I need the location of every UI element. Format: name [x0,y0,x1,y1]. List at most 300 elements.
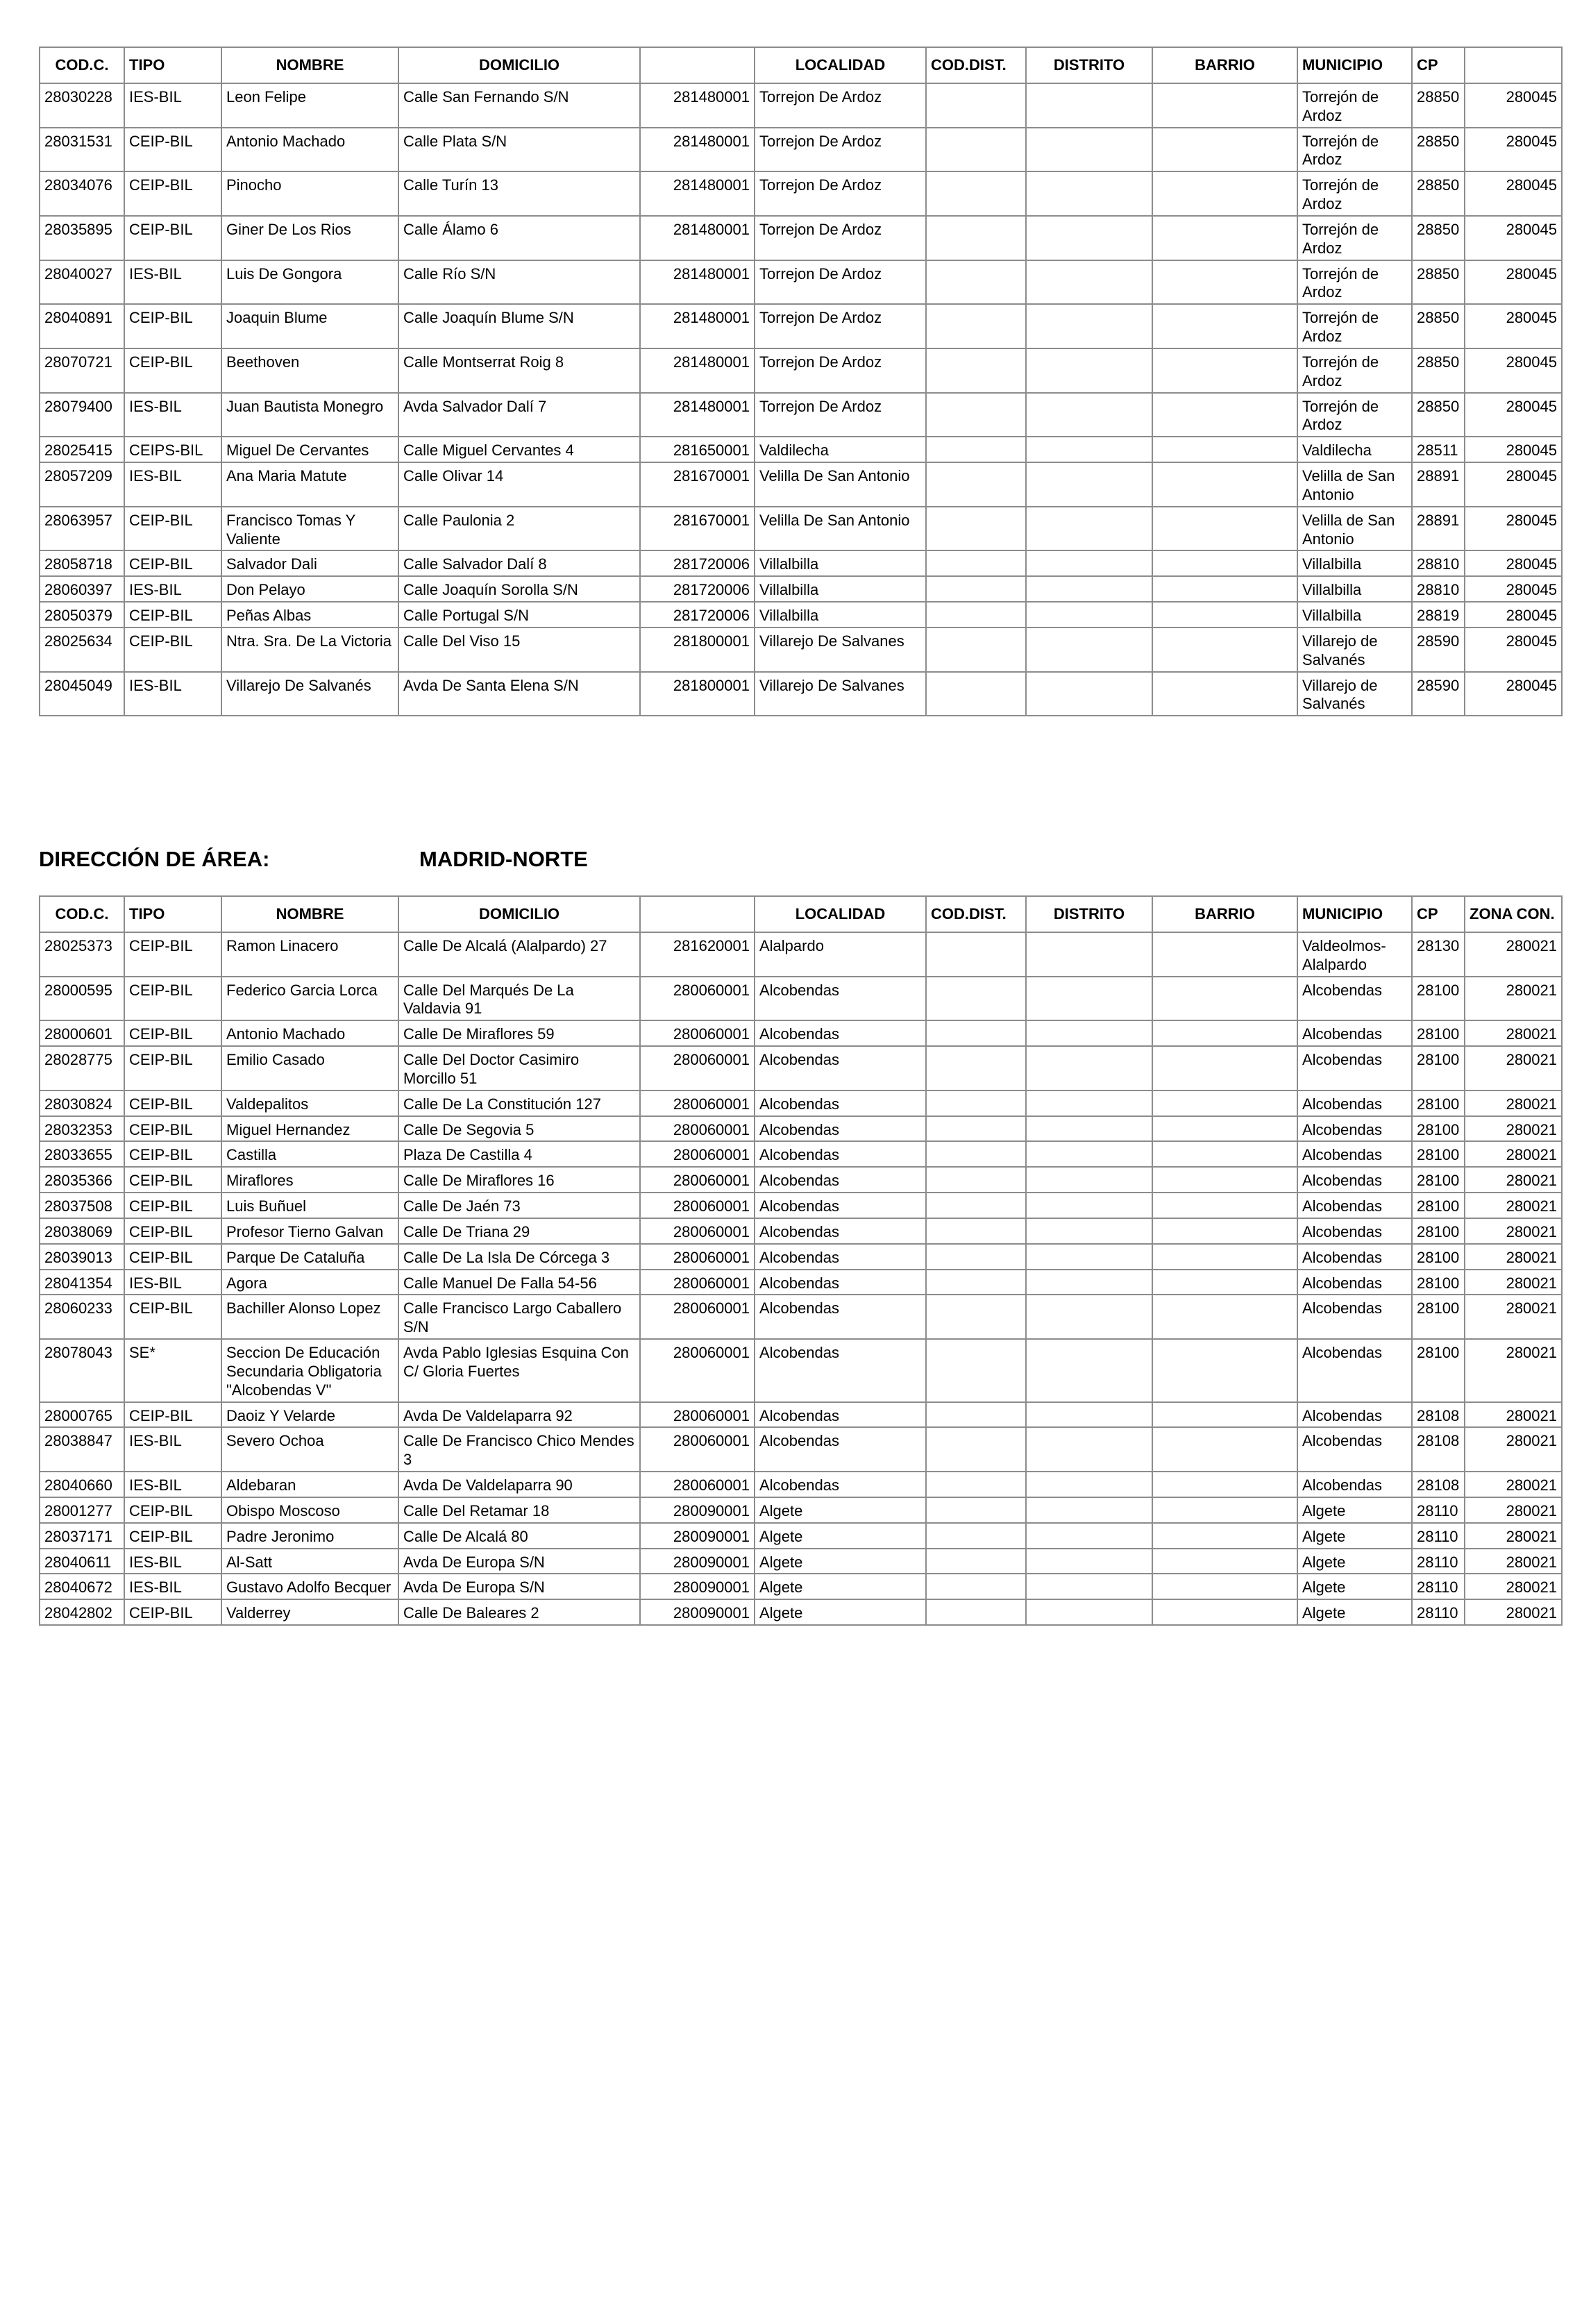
cell-cod-dist [926,932,1026,977]
cell-barrio [1152,1402,1297,1428]
cell-cod-dist [926,304,1026,348]
cell-barrio [1152,304,1297,348]
cell-barrio [1152,1549,1297,1574]
cell-tipo: CEIP-BIL [124,1402,221,1428]
cell-localidad: Velilla De San Antonio [755,462,926,507]
cell-distrito [1026,128,1152,172]
cell-municipio: Algete [1297,1599,1412,1625]
cell-domicilio: Calle San Fernando S/N [398,83,640,128]
cell-cod-c: 28032353 [40,1116,124,1142]
cell-barrio [1152,83,1297,128]
cell-barrio [1152,507,1297,551]
cell-code: 280060001 [640,1472,755,1497]
table-row [40,1193,1562,1218]
cell-zona: 280021 [1465,1339,1562,1401]
cell-nombre: Luis De Gongora [221,260,398,305]
cell-code: 280060001 [640,1167,755,1193]
cell-zona: 280021 [1465,977,1562,1021]
col-header-cod-c: COD.C. [40,896,124,932]
cell-barrio [1152,550,1297,576]
col-header-municipio: MUNICIPIO [1297,47,1412,83]
cell-domicilio: Calle Francisco Largo Caballero S/N [398,1295,640,1339]
cell-barrio [1152,1167,1297,1193]
cell-localidad: Valdilecha [755,437,926,462]
cell-barrio [1152,1218,1297,1244]
cell-nombre: Severo Ochoa [221,1427,398,1472]
cell-nombre: Villarejo De Salvanés [221,672,398,716]
col-header-distrito: DISTRITO [1026,896,1152,932]
cell-distrito [1026,304,1152,348]
cell-cod-dist [926,550,1026,576]
cell-code: 281480001 [640,83,755,128]
cell-code: 280090001 [640,1497,755,1523]
cell-nombre: Miguel De Cervantes [221,437,398,462]
cell-distrito [1026,1193,1152,1218]
cell-localidad: Alcobendas [755,1402,926,1428]
cell-zona: 280021 [1465,1295,1562,1339]
cell-cp: 28100 [1412,1141,1465,1167]
cell-distrito [1026,348,1152,393]
cell-tipo: IES-BIL [124,462,221,507]
table-row [40,1497,1562,1523]
cell-zona: 280021 [1465,932,1562,977]
cell-localidad: Alcobendas [755,1472,926,1497]
cell-barrio [1152,628,1297,672]
cell-zona: 280021 [1465,1574,1562,1599]
cell-barrio [1152,216,1297,260]
cell-domicilio: Calle De Alcalá (Alalpardo) 27 [398,932,640,977]
cell-municipio: Alcobendas [1297,1116,1412,1142]
cell-tipo: CEIP-BIL [124,1295,221,1339]
cell-barrio [1152,1339,1297,1401]
table-row [40,1599,1562,1625]
cell-code: 281800001 [640,628,755,672]
cell-municipio: Villalbilla [1297,550,1412,576]
cell-localidad: Torrejon De Ardoz [755,348,926,393]
cell-tipo: SE* [124,1339,221,1401]
cell-localidad: Algete [755,1574,926,1599]
cell-tipo: IES-BIL [124,260,221,305]
cell-cp: 28819 [1412,602,1465,628]
cell-cod-c: 28033655 [40,1141,124,1167]
cell-cod-c: 28079400 [40,393,124,437]
cell-municipio: Alcobendas [1297,1167,1412,1193]
cell-distrito [1026,216,1152,260]
cell-distrito [1026,171,1152,216]
cell-barrio [1152,462,1297,507]
cell-zona: 280021 [1465,1402,1562,1428]
cell-distrito [1026,1046,1152,1091]
cell-nombre: Peñas Albas [221,602,398,628]
cell-municipio: Alcobendas [1297,1270,1412,1295]
cell-code: 280060001 [640,1193,755,1218]
cell-domicilio: Avda De Europa S/N [398,1574,640,1599]
cell-distrito [1026,672,1152,716]
cell-cod-dist [926,128,1026,172]
cell-tipo: CEIP-BIL [124,1167,221,1193]
cell-code: 281480001 [640,171,755,216]
area-heading [39,843,1561,877]
cell-cod-dist [926,1472,1026,1497]
cell-tipo: CEIP-BIL [124,1020,221,1046]
cell-tipo: CEIP-BIL [124,550,221,576]
cell-cp: 28850 [1412,128,1465,172]
cell-localidad: Torrejon De Ardoz [755,216,926,260]
cell-tipo: CEIPS-BIL [124,437,221,462]
cell-barrio [1152,1270,1297,1295]
cell-localidad: Alalpardo [755,932,926,977]
cell-barrio [1152,260,1297,305]
cell-distrito [1026,1574,1152,1599]
col-header-nombre: NOMBRE [221,47,398,83]
cell-barrio [1152,576,1297,602]
cell-municipio: Algete [1297,1574,1412,1599]
cell-domicilio: Avda De Santa Elena S/N [398,672,640,716]
cell-barrio [1152,977,1297,1021]
cell-code: 280060001 [640,1270,755,1295]
cell-distrito [1026,393,1152,437]
cell-tipo: CEIP-BIL [124,1141,221,1167]
cell-localidad: Villalbilla [755,576,926,602]
table-row [40,1574,1562,1599]
cell-nombre: Juan Bautista Monegro [221,393,398,437]
cell-nombre: Parque De Cataluña [221,1244,398,1270]
cell-cp: 28100 [1412,1295,1465,1339]
cell-cod-dist [926,977,1026,1021]
cell-distrito [1026,977,1152,1021]
cell-municipio: Torrejón de Ardoz [1297,260,1412,305]
cell-cod-c: 28040611 [40,1549,124,1574]
cell-cod-c: 28070721 [40,348,124,393]
cell-municipio: Alcobendas [1297,1244,1412,1270]
cell-zona: 280021 [1465,1116,1562,1142]
col-header-cod-dist: COD.DIST. [926,47,1026,83]
cell-municipio: Alcobendas [1297,1218,1412,1244]
schools-table-2 [39,895,1563,1626]
cell-nombre: Valdepalitos [221,1091,398,1116]
table-row [40,1295,1562,1339]
col-header-tipo: TIPO [124,47,221,83]
cell-domicilio: Calle Plata S/N [398,128,640,172]
cell-distrito [1026,576,1152,602]
cell-zona: 280045 [1465,628,1562,672]
cell-nombre: Obispo Moscoso [221,1497,398,1523]
cell-cp: 28100 [1412,1116,1465,1142]
cell-zona: 280045 [1465,171,1562,216]
cell-municipio: Torrejón de Ardoz [1297,128,1412,172]
cell-domicilio: Avda De Valdelaparra 90 [398,1472,640,1497]
cell-domicilio: Calle De Jaén 73 [398,1193,640,1218]
cell-zona: 280045 [1465,83,1562,128]
cell-cod-c: 28028775 [40,1046,124,1091]
col-header-localidad: LOCALIDAD [755,47,926,83]
cell-tipo: CEIP-BIL [124,348,221,393]
table-row [40,304,1562,348]
cell-cod-c: 28035366 [40,1167,124,1193]
table-row [40,1244,1562,1270]
col-header-domicilio: DOMICILIO [398,896,640,932]
cell-cod-dist [926,1244,1026,1270]
cell-tipo: IES-BIL [124,1574,221,1599]
cell-distrito [1026,1339,1152,1401]
cell-barrio [1152,1116,1297,1142]
table-row [40,1427,1562,1472]
cell-code: 281720006 [640,550,755,576]
table-body [40,83,1562,716]
cell-barrio [1152,348,1297,393]
cell-tipo: IES-BIL [124,1472,221,1497]
cell-cod-dist [926,260,1026,305]
cell-zona: 280021 [1465,1046,1562,1091]
cell-cod-c: 28025415 [40,437,124,462]
cell-zona: 280021 [1465,1193,1562,1218]
cell-zona: 280045 [1465,393,1562,437]
cell-domicilio: Calle Portugal S/N [398,602,640,628]
cell-zona: 280021 [1465,1427,1562,1472]
cell-domicilio: Calle Miguel Cervantes 4 [398,437,640,462]
cell-barrio [1152,1427,1297,1472]
cell-cp: 28110 [1412,1523,1465,1549]
cell-code: 280060001 [640,1020,755,1046]
cell-domicilio: Calle Del Doctor Casimiro Morcillo 51 [398,1046,640,1091]
cell-code: 280090001 [640,1523,755,1549]
cell-domicilio: Calle De Triana 29 [398,1218,640,1244]
cell-code: 280060001 [640,1091,755,1116]
table-row [40,1270,1562,1295]
cell-nombre: Ntra. Sra. De La Victoria [221,628,398,672]
cell-distrito [1026,1295,1152,1339]
cell-cp: 28810 [1412,550,1465,576]
cell-cp: 28850 [1412,348,1465,393]
cell-cod-dist [926,1497,1026,1523]
cell-nombre: Giner De Los Rios [221,216,398,260]
cell-code: 280060001 [640,1244,755,1270]
cell-domicilio: Avda De Europa S/N [398,1549,640,1574]
header-row [40,47,1562,83]
cell-cod-c: 28034076 [40,171,124,216]
col-header-barrio: BARRIO [1152,896,1297,932]
cell-domicilio: Calle De Segovia 5 [398,1116,640,1142]
cell-code: 281480001 [640,348,755,393]
cell-cod-c: 28037171 [40,1523,124,1549]
cell-municipio: Alcobendas [1297,1427,1412,1472]
cell-distrito [1026,462,1152,507]
cell-code: 280060001 [640,1295,755,1339]
cell-localidad: Torrejon De Ardoz [755,260,926,305]
cell-municipio: Valdilecha [1297,437,1412,462]
cell-distrito [1026,437,1152,462]
cell-code: 281800001 [640,672,755,716]
table-row [40,437,1562,462]
cell-tipo: CEIP-BIL [124,1116,221,1142]
cell-zona: 280045 [1465,672,1562,716]
cell-cod-c: 28040027 [40,260,124,305]
cell-localidad: Villalbilla [755,602,926,628]
cell-cp: 28110 [1412,1497,1465,1523]
cell-municipio: Villalbilla [1297,602,1412,628]
cell-barrio [1152,1193,1297,1218]
cell-municipio: Algete [1297,1497,1412,1523]
cell-barrio [1152,1295,1297,1339]
cell-municipio: Algete [1297,1523,1412,1549]
cell-localidad: Alcobendas [755,1193,926,1218]
col-header-cod-dist: COD.DIST. [926,896,1026,932]
cell-barrio [1152,1599,1297,1625]
table-row [40,1523,1562,1549]
table-row [40,393,1562,437]
cell-cp: 28108 [1412,1427,1465,1472]
cell-municipio: Algete [1297,1549,1412,1574]
col-header-localidad: LOCALIDAD [755,896,926,932]
cell-barrio [1152,1020,1297,1046]
cell-municipio: Alcobendas [1297,1046,1412,1091]
cell-code: 281480001 [640,216,755,260]
table-row [40,628,1562,672]
cell-domicilio: Avda Salvador Dalí 7 [398,393,640,437]
cell-barrio [1152,1472,1297,1497]
cell-distrito [1026,1218,1152,1244]
cell-municipio: Villalbilla [1297,576,1412,602]
cell-code: 280060001 [640,1339,755,1401]
cell-cod-c: 28042802 [40,1599,124,1625]
col-header-code [640,47,755,83]
cell-distrito [1026,1020,1152,1046]
cell-nombre: Don Pelayo [221,576,398,602]
cell-domicilio: Calle Joaquín Blume S/N [398,304,640,348]
cell-barrio [1152,1574,1297,1599]
cell-localidad: Alcobendas [755,1218,926,1244]
cell-tipo: CEIP-BIL [124,1046,221,1091]
cell-cod-dist [926,1295,1026,1339]
cell-nombre: Bachiller Alonso Lopez [221,1295,398,1339]
cell-cod-dist [926,171,1026,216]
cell-barrio [1152,437,1297,462]
cell-tipo: IES-BIL [124,1549,221,1574]
table-row [40,216,1562,260]
cell-cod-dist [926,393,1026,437]
cell-code: 281480001 [640,128,755,172]
cell-barrio [1152,1244,1297,1270]
cell-zona: 280045 [1465,550,1562,576]
cell-tipo: IES-BIL [124,576,221,602]
cell-distrito [1026,1497,1152,1523]
cell-domicilio: Calle Manuel De Falla 54-56 [398,1270,640,1295]
cell-cod-dist [926,1141,1026,1167]
cell-distrito [1026,1523,1152,1549]
cell-distrito [1026,1472,1152,1497]
table-body [40,932,1562,1625]
cell-distrito [1026,83,1152,128]
cell-distrito [1026,1549,1152,1574]
cell-cod-c: 28040672 [40,1574,124,1599]
cell-cod-dist [926,1116,1026,1142]
cell-zona: 280045 [1465,304,1562,348]
cell-zona: 280045 [1465,216,1562,260]
cell-nombre: Agora [221,1270,398,1295]
cell-zona: 280021 [1465,1523,1562,1549]
cell-barrio [1152,171,1297,216]
cell-tipo: IES-BIL [124,393,221,437]
cell-tipo: CEIP-BIL [124,216,221,260]
cell-domicilio: Calle Montserrat Roig 8 [398,348,640,393]
cell-domicilio: Avda Pablo Iglesias Esquina Con C/ Gloria Fuertes [398,1339,640,1401]
cell-domicilio: Avda De Valdelaparra 92 [398,1402,640,1428]
col-header-cp: CP [1412,47,1465,83]
cell-nombre: Ramon Linacero [221,932,398,977]
cell-zona: 280045 [1465,462,1562,507]
cell-municipio: Alcobendas [1297,1402,1412,1428]
cell-barrio [1152,1523,1297,1549]
cell-distrito [1026,932,1152,977]
cell-code: 280060001 [640,1218,755,1244]
cell-cod-c: 28000601 [40,1020,124,1046]
cell-nombre: Joaquin Blume [221,304,398,348]
cell-nombre: Aldebaran [221,1472,398,1497]
table-row [40,1218,1562,1244]
cell-tipo: CEIP-BIL [124,628,221,672]
cell-cod-dist [926,348,1026,393]
cell-cod-c: 28041354 [40,1270,124,1295]
cell-barrio [1152,602,1297,628]
cell-code: 281720006 [640,576,755,602]
cell-localidad: Alcobendas [755,1295,926,1339]
cell-domicilio: Calle De La Constitución 127 [398,1091,640,1116]
cell-cod-dist [926,672,1026,716]
cell-domicilio: Calle De Alcalá 80 [398,1523,640,1549]
cell-nombre: Castilla [221,1141,398,1167]
cell-cod-dist [926,576,1026,602]
col-header-domicilio: DOMICILIO [398,47,640,83]
cell-cod-c: 28038847 [40,1427,124,1472]
cell-cod-c: 28001277 [40,1497,124,1523]
cell-cod-dist [926,1549,1026,1574]
cell-zona: 280021 [1465,1141,1562,1167]
cell-cp: 28100 [1412,1046,1465,1091]
cell-cod-dist [926,1046,1026,1091]
cell-cod-dist [926,83,1026,128]
cell-nombre: Gustavo Adolfo Becquer [221,1574,398,1599]
cell-domicilio: Calle Álamo 6 [398,216,640,260]
cell-cp: 28100 [1412,1167,1465,1193]
cell-cod-c: 28037508 [40,1193,124,1218]
cell-code: 280090001 [640,1574,755,1599]
cell-zona: 280021 [1465,1167,1562,1193]
col-header-code [640,896,755,932]
cell-barrio [1152,393,1297,437]
cell-nombre: Profesor Tierno Galvan [221,1218,398,1244]
cell-code: 281670001 [640,507,755,551]
cell-cp: 28850 [1412,260,1465,305]
cell-cod-c: 28063957 [40,507,124,551]
cell-nombre: Pinocho [221,171,398,216]
cell-cod-c: 28050379 [40,602,124,628]
cell-zona: 280045 [1465,602,1562,628]
cell-nombre: Antonio Machado [221,1020,398,1046]
table-row [40,348,1562,393]
cell-nombre: Al-Satt [221,1549,398,1574]
table-row [40,550,1562,576]
cell-cod-dist [926,1574,1026,1599]
cell-localidad: Alcobendas [755,1427,926,1472]
cell-cod-dist [926,1091,1026,1116]
cell-localidad: Alcobendas [755,977,926,1021]
cell-domicilio: Calle De La Isla De Córcega 3 [398,1244,640,1270]
cell-localidad: Alcobendas [755,1167,926,1193]
cell-cp: 28850 [1412,393,1465,437]
cell-barrio [1152,1497,1297,1523]
cell-domicilio: Calle De Francisco Chico Mendes 3 [398,1427,640,1472]
table-row [40,83,1562,128]
